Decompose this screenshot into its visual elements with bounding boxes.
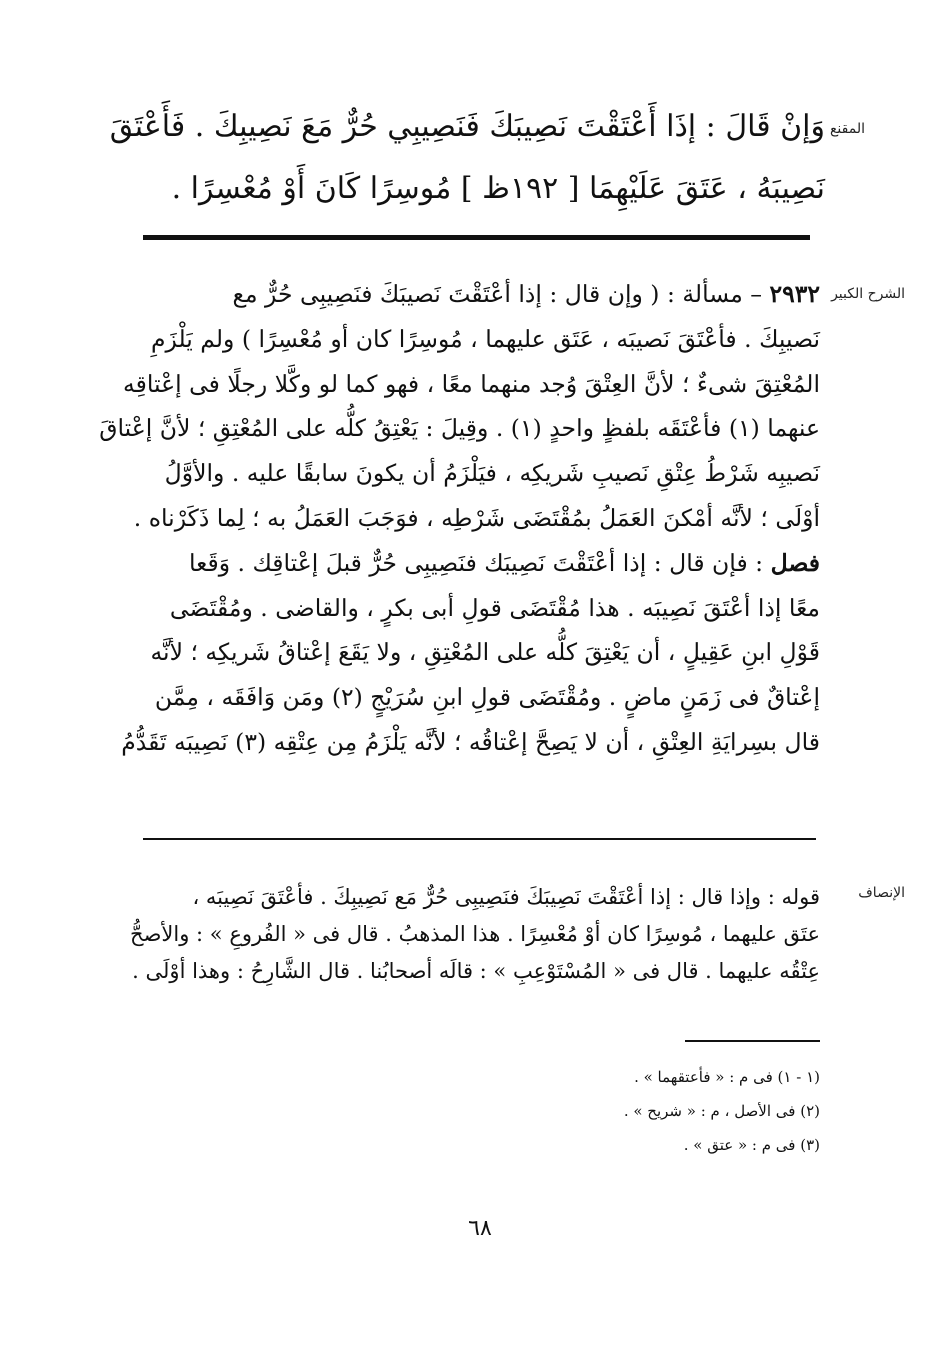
sharh-line: قال بسِرايَةِ العِتْقِ ، أن لا يَصِحَّ إعْتاقُه ؛ لأنَّه يَلْزَمُ مِن عِتْقِه (٣) نَصِيبَه تَقَدُّمُ xyxy=(121,727,820,756)
sharh-line: نَصيبِه شَرْطُ عِتْقِ نَصيبِ شَريكِه ، فيَلْزَمُ أن يكونَ سابقًا عليه . والأوَّلُ xyxy=(164,459,820,488)
footnote: (٣) فى م : « عتق » . xyxy=(683,1136,820,1154)
footnote: (٢) فى الأصل ، م : « شريح » . xyxy=(623,1102,820,1120)
insaf-line: قوله : وإذا قال : إذا أعْتَقْتَ نَصِيبَكَ فنَصِيبِى حُرٌّ مَع نَصِيبِكَ . فأعْتَقَ نَصِيبَه ، xyxy=(192,885,820,909)
muqni-line: نَصِيبَهُ ، عَتَقَ عَلَيْهِمَا [ ١٩٢ظ ] مُوسِرًا كَانَ أَوْ مُعْسِرًا . xyxy=(171,171,825,206)
footnotes xyxy=(420,1060,820,1162)
insaf-text xyxy=(130,879,820,990)
sharh-text xyxy=(99,272,820,765)
fasl-heading: فصل xyxy=(770,548,820,577)
footnote: (١ - ١) فى م : « فأعتقهما » . xyxy=(634,1068,820,1086)
section-label-muqni: المقنع xyxy=(829,121,865,137)
issue-number: ٢٩٣٢ xyxy=(769,280,820,308)
sharh-line xyxy=(140,541,820,586)
sharh-line: عنهما (١) فأعْتَقَه بلفظٍ واحدٍ (١) . وقِيلَ : يَعْتِقُ كلُّه على المُعْتِقِ ؛ لأنَّ إعْتاقَ xyxy=(99,414,820,443)
sharh-line: معًا إذا أعْتَقَ نَصِيبَه . هذا مُقْتَضَى قولِ أبى بكرٍ ، والقاضى . ومُقْتَضَى xyxy=(169,593,820,622)
muqni-line: وَإنْ قَالَ : إذَا أَعْتَقْتَ نَصِيبَكَ فَنَصِيبِي حُرٌّ مَعَ نَصِيبِكَ . فَأَعْتَقَ xyxy=(109,109,825,144)
page-number: ٦٨ xyxy=(468,1216,492,1241)
thin-divider xyxy=(143,838,816,840)
insaf-line: عِتْقُه عليهما . قال فى « المُسْتَوْعِبِ » : قالَه أصحابُنا . قال الشَّارِحُ : وهذا أوْلَى . xyxy=(132,959,820,983)
sharh-line: إعْتاقٌ فى زَمَنٍ ماضٍ . ومُقْتَضَى قولِ ابنِ سُرَيْجٍ (٢) ومَن وَافَقَه ، مِمَّن xyxy=(154,683,820,712)
section-label-insaf: الإنصاف xyxy=(858,885,905,901)
section-label-sharh: الشرح الكبير xyxy=(831,286,905,302)
sharh-line: أوْلَى ؛ لأنَّه أمْكنَ العَمَلُ بمُقْتَضَى شَرْطِه ، فوَجَبَ العَمَلُ به ؛ لِما ذَكَرْناه . xyxy=(133,503,820,532)
thick-divider xyxy=(143,235,810,240)
fasl-first-line: : فإن قال : إذا أعْتَقْتَ نَصِيبَك فنَصِيبِى حُرٌّ قبلَ إعْتاقِك . وَقَعا xyxy=(188,548,771,577)
muqni-text xyxy=(109,96,825,220)
sharh-line: نَصيبِكَ . فأعْتَقَ نَصيبَه ، عَتَق عليهما ، مُوسِرًا كان أو مُعْسِرًا ) ولم يَلْزَمِ xyxy=(150,324,820,353)
sharh-first-line: – مسألة : ( وإن قال : إذا أعْتَقْتَ نَصيبَكَ فنَصِيبِى حُرٌّ مع xyxy=(232,280,770,308)
sharh-line: المُعْتِقَ شىءٌ ؛ لأنَّ العِتْقَ وُجد منهما معًا ، فهو كما لو وكَّلا رجلًا فى إعْتاقِه xyxy=(122,369,820,398)
footnote-divider xyxy=(685,1040,820,1042)
sharh-line xyxy=(140,272,820,317)
insaf-line: عتَق عليهما ، مُوسِرًا كان أوْ مُعْسِرًا . هذا المذهبُ . قال فى « الفُروعِ » : والأصحُّ xyxy=(130,922,820,946)
sharh-line: قَوْلِ ابنِ عَقِيلٍ ، أن يَعْتِقَ كلُّه على المُعْتِقِ ، ولا يَقَعَ إعْتاقُ شَريكِه ؛ لأنَّه xyxy=(150,638,820,667)
